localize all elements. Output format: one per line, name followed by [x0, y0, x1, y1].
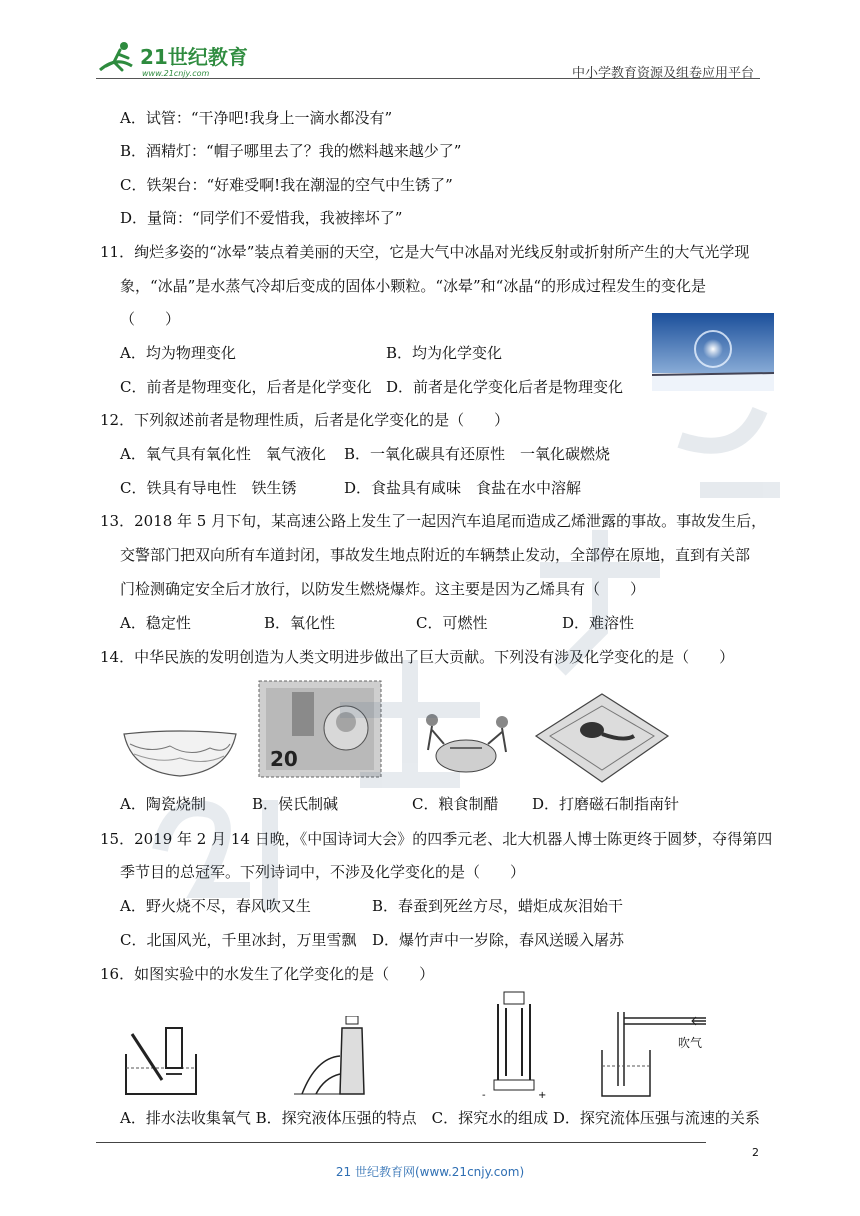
- q12-stem: 12．下列叙述前者是物理性质，后者是化学变化的是（ ）: [100, 411, 510, 429]
- q15-option-a: A．野火烧不尽，春风吹又生: [120, 897, 311, 915]
- q12-option-d: D．食盐具有咸味 食盐在水中溶解: [344, 479, 582, 497]
- q12-option-c: C．铁具有导电性 铁生锈: [120, 479, 297, 497]
- q11-option-c: C．前者是物理变化，后者是化学变化: [120, 378, 372, 396]
- q11-line2: 象，“冰晶”是水蒸气冷却后变成的固体小颗粒。“冰晕”和“冰晶“的形成过程发生的变化是: [120, 277, 707, 295]
- q12-option-a: A．氧气具有氧化性 氧气液化: [120, 445, 326, 463]
- plus-sign: +: [538, 1090, 547, 1100]
- watermark: [140, 330, 840, 1030]
- ice-halo-photo: [652, 313, 774, 391]
- q13-option-b: B．氧化性: [264, 614, 336, 632]
- q16-stem: 16．如图实验中的水发生了化学变化的是（ ）: [100, 965, 435, 983]
- q11-line3: （ ）: [120, 310, 181, 328]
- site-logo: [96, 36, 256, 80]
- q13-option-c: C．可燃性: [416, 614, 488, 632]
- q11-line1: 11．绚烂多姿的“冰晕”装点着美丽的天空，它是大气中冰晶对光线反射或折射所产生的大气光学现: [100, 243, 750, 261]
- q12-option-b: B．一氧化碳具有还原性 一氧化碳燃烧: [344, 445, 611, 463]
- q14-option-a: A．陶瓷烧制: [120, 795, 206, 813]
- stamp-value: 20: [270, 747, 298, 771]
- q13-line2: 交警部门把双向所有车道封闭，事故发生地点附近的车辆禁止发动，全部停在原地，直到有关部: [120, 546, 751, 564]
- q13-option-d: D．难溶性: [562, 614, 635, 632]
- q10-option-c: C．铁架台：“好难受啊!我在潮湿的空气中生锈了”: [120, 176, 453, 194]
- q10-option-d: D．量筒：“同学们不爱惜我，我被摔坏了”: [120, 209, 403, 227]
- page-number: 2: [752, 1146, 759, 1159]
- q11-option-b: B．均为化学变化: [386, 344, 503, 362]
- q11-option-d: D．前者是化学变化后者是物理变化: [386, 378, 624, 396]
- logo-text: 21世纪教育: [140, 45, 248, 69]
- compass-spoon-image: [532, 690, 672, 786]
- logo-url: www.21cnjy.com: [142, 69, 210, 78]
- fluid-pressure-apparatus: [596, 1010, 716, 1098]
- q11-option-a: A．均为物理变化: [120, 344, 236, 362]
- ceramic-bowl-image: [120, 714, 240, 784]
- vinegar-making-image: [410, 700, 522, 778]
- hou-stamp-image: [258, 680, 382, 778]
- liquid-pressure-bottle: [290, 1016, 374, 1096]
- q15-line2: 季节目的总冠军。下列诗词中，不涉及化学变化的是（ ）: [120, 863, 526, 881]
- header-divider: [96, 78, 760, 79]
- footer-site-text: 21 世纪教育网(www.21cnjy.com): [335, 1165, 525, 1179]
- q15-option-c: C．北国风光，千里冰封，万里雪飘: [120, 931, 357, 949]
- q14-stem: 14．中华民族的发明创造为人类文明进步做出了巨大贡献。下列没有涉及化学变化的是（ ）: [100, 648, 735, 666]
- header-platform-text: 中小学教育资源及组卷应用平台: [571, 66, 754, 81]
- electrolysis-apparatus: [480, 990, 548, 1100]
- q10-option-b: B．酒精灯：“帽子哪里去了？我的燃料越来越少了”: [120, 142, 462, 160]
- q15-line1: 15．2019 年 2 月 14 日晚，《中国诗词大会》的四季元老、北大机器人博士陈更终于圆梦，夺得第四: [100, 830, 773, 848]
- water-collection-apparatus: [122, 1024, 200, 1096]
- minus-sign: -: [482, 1090, 486, 1100]
- q15-option-b: B．春蚕到死丝方尽，蜡炬成灰泪始干: [372, 897, 624, 915]
- q15-option-d: D．爆竹声中一岁除，春风送暖入屠苏: [372, 931, 625, 949]
- q13-line3: 门检测确定安全后才放行，以防发生燃烧爆炸。这主要是因为乙烯具有（ ）: [120, 580, 646, 598]
- q14-option-b: B．侯氏制碱: [252, 795, 339, 813]
- q16-options: A．排水法收集氧气 B．探究液体压强的特点 C．探究水的组成 D．探究流体压强与流速的关系: [120, 1109, 760, 1127]
- footer-divider: [96, 1142, 706, 1143]
- q14-option-c: C．粮食制醋: [412, 795, 499, 813]
- q13-option-a: A．稳定性: [120, 614, 191, 632]
- q10-option-a: A．试管：“干净吧!我身上一滴水都没有”: [120, 109, 393, 127]
- q13-line1: 13．2018 年 5 月下旬，某高速公路上发生了一起因汽车追尾而造成乙烯泄露的事故。事故发生后，: [100, 512, 767, 530]
- blow-air-label: 吹气: [678, 1036, 703, 1050]
- q14-option-d: D．打磨磁石制指南针: [532, 795, 680, 813]
